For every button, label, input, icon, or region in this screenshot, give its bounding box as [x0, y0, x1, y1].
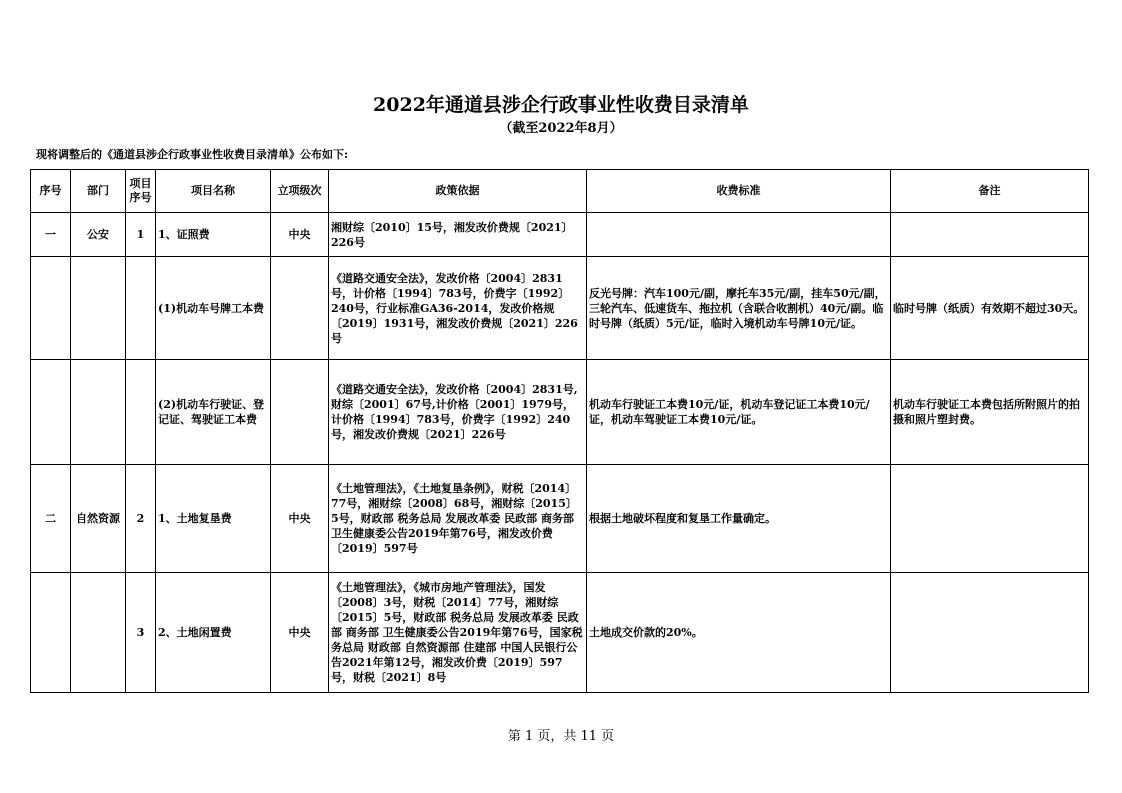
table-header-row — [31, 170, 1089, 213]
cell-item-seq — [126, 257, 156, 360]
cell-item-seq: 2 — [126, 465, 156, 573]
cell-dept — [71, 257, 126, 360]
cell-item-seq: 1 — [126, 213, 156, 257]
fee-table — [30, 169, 1089, 693]
cell-policy: 《土地管理法》，《土地复垦条例》，财税〔2014〕77号，湘财综〔2008〕68号，湘财综〔2015〕5号，财政部 税务总局 发展改革委 民政部 商务部 卫生健康委公告2019年第76号，湘发改价费〔2019〕597号 — [329, 465, 587, 573]
cell-item-name: 2、土地闲置费 — [156, 573, 271, 693]
cell-dept — [71, 360, 126, 465]
table-row — [31, 573, 1089, 693]
cell-policy: 《道路交通安全法》，发改价格〔2004〕2831号，计价格〔1994〕783号，价费字〔1992〕240号，行业标准GA36-2014，发改价格规〔2019〕1931号，湘发改价费规〔2021〕226号 — [329, 257, 587, 360]
cell-seq — [31, 257, 71, 360]
document-subtitle: （截至2022年8月） — [499, 121, 623, 136]
header-dept: 部门 — [71, 170, 126, 213]
cell-seq: 二 — [31, 465, 71, 573]
cell-remark — [891, 213, 1089, 257]
intro-text: 现将调整后的《通道县涉企行政事业性收费目录清单》公布如下: — [36, 148, 349, 161]
cell-level: 中央 — [271, 573, 329, 693]
cell-remark — [891, 573, 1089, 693]
page-footer: 第 1 页，共 11 页 — [507, 729, 615, 744]
cell-item-name: 1、土地复垦费 — [156, 465, 271, 573]
cell-standard: 反光号牌：汽车100元/副，摩托车35元/副，挂车50元/副，三轮汽车、低速货车、拖拉机（含联合收割机）40元/副。临时号牌（纸质）5元/证，临时入境机动车号牌10元/证。 — [587, 257, 891, 360]
cell-item-name: (1)机动车号牌工本费 — [156, 257, 271, 360]
cell-policy: 《道路交通安全法》，发改价格〔2004〕2831号,财综〔2001〕67号,计价格〔2001〕1979号，计价格〔1994〕783号，价费字〔1992〕240号，湘发改价费规〔2021〕226号 — [329, 360, 587, 465]
cell-standard: 机动车行驶证工本费10元/证，机动车登记证工本费10元/证，机动车驾驶证工本费10元/证。 — [587, 360, 891, 465]
header-item-name: 项目名称 — [156, 170, 271, 213]
cell-policy: 湘财综〔2010〕15号，湘发改价费规〔2021〕226号 — [329, 213, 587, 257]
cell-level — [271, 360, 329, 465]
cell-seq — [31, 360, 71, 465]
cell-item-name: (2)机动车行驶证、登记证、驾驶证工本费 — [156, 360, 271, 465]
document-title: 2022年通道县涉企行政事业性收费目录清单 — [373, 94, 749, 116]
cell-standard: 土地成交价款的20%。 — [587, 573, 891, 693]
cell-seq: 一 — [31, 213, 71, 257]
cell-dept: 自然资源 — [71, 465, 126, 573]
cell-item-seq — [126, 360, 156, 465]
table-row — [31, 213, 1089, 257]
cell-item-seq: 3 — [126, 573, 156, 693]
header-item-seq: 项目序号 — [126, 170, 156, 213]
cell-level: 中央 — [271, 213, 329, 257]
cell-seq — [31, 573, 71, 693]
cell-standard — [587, 213, 891, 257]
table-row — [31, 360, 1089, 465]
header-remark: 备注 — [891, 170, 1089, 213]
cell-level: 中央 — [271, 465, 329, 573]
cell-level — [271, 257, 329, 360]
header-standard: 收费标准 — [587, 170, 891, 213]
header-level: 立项级次 — [271, 170, 329, 213]
table-row — [31, 257, 1089, 360]
cell-remark: 临时号牌（纸质）有效期不超过30天。 — [891, 257, 1089, 360]
cell-standard: 根据土地破坏程度和复垦工作量确定。 — [587, 465, 891, 573]
cell-dept: 公安 — [71, 213, 126, 257]
cell-remark — [891, 465, 1089, 573]
cell-remark: 机动车行驶证工本费包括所附照片的拍摄和照片塑封费。 — [891, 360, 1089, 465]
header-policy: 政策依据 — [329, 170, 587, 213]
cell-policy: 《土地管理法》，《城市房地产管理法》，国发〔2008〕3号，财税〔2014〕77号，湘财综〔2015〕5号，财政部 税务总局 发展改革委 民政部 商务部 卫生健康委公告2019年第76号，国家税务总局 财政部 自然资源部 住建部 中国人民银行公告2021年第12号，湘发改价费〔2019〕597号，财税〔2021〕8号 — [329, 573, 587, 693]
table-row — [31, 465, 1089, 573]
header-seq: 序号 — [31, 170, 71, 213]
cell-dept — [71, 573, 126, 693]
cell-item-name: 1、证照费 — [156, 213, 271, 257]
